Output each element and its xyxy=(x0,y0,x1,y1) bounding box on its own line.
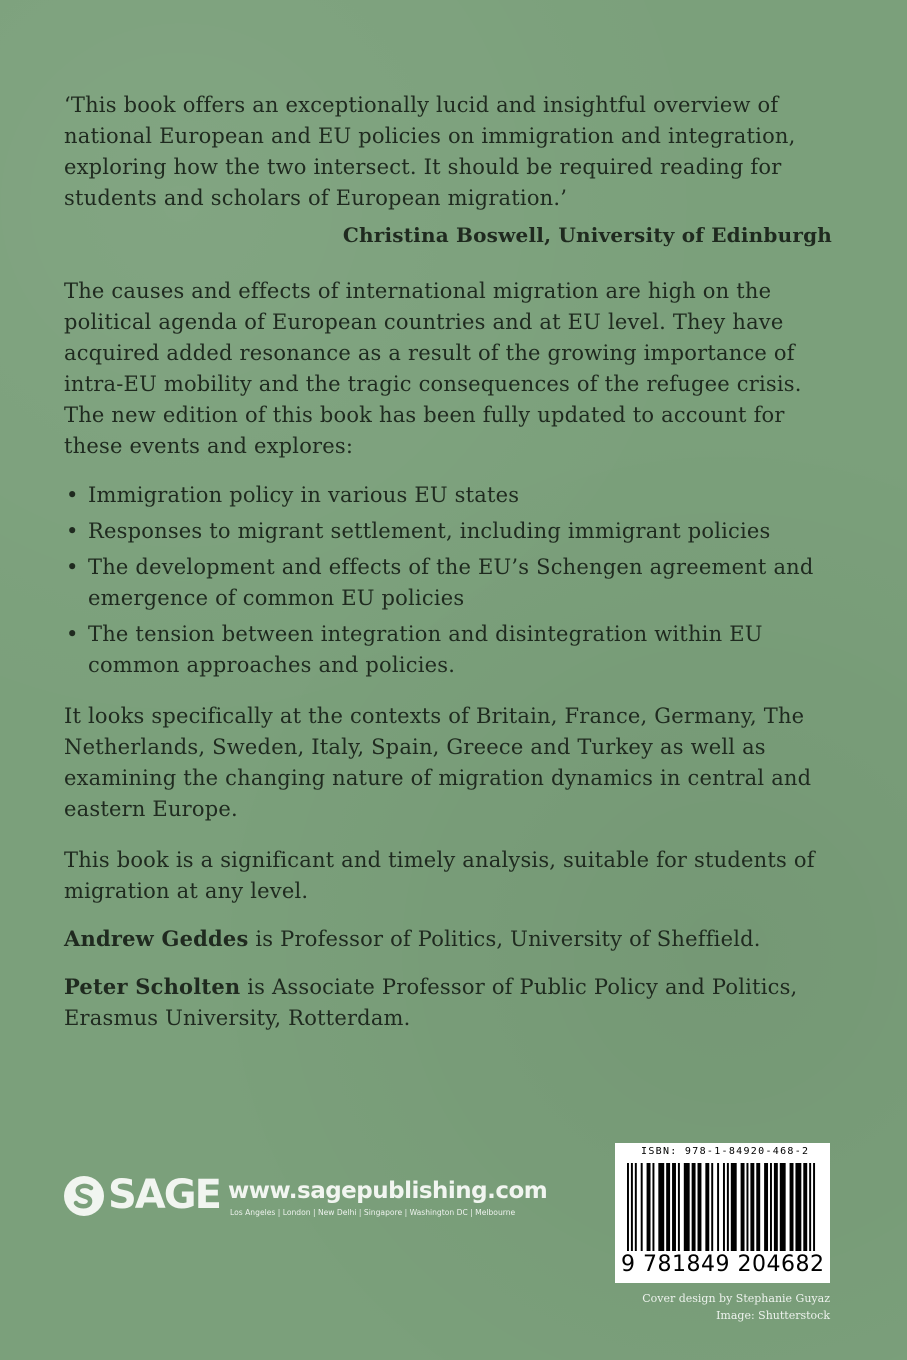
barcode-bar xyxy=(672,1163,676,1251)
author-bio-geddes: Andrew Geddes is Professor of Politics, University of Sheffield. xyxy=(64,926,761,951)
publisher-url[interactable]: www.sagepublishing.com xyxy=(228,1178,548,1204)
cover-credits xyxy=(642,1290,830,1324)
barcode-bar xyxy=(813,1163,815,1251)
bullet-icon: • xyxy=(66,483,79,507)
barcode-bar xyxy=(705,1163,709,1251)
barcode-bar xyxy=(731,1163,737,1251)
topic-list xyxy=(64,480,832,681)
barcode-bar xyxy=(684,1163,690,1251)
barcode-bar xyxy=(741,1163,745,1251)
intro-paragraph: The causes and effects of international migration are high on the political agenda of European countries and at EU level. They have acquired added resonance as a result of the growing importance of intra-EU mobility and the tragic consequences of the refugee crisis. The new edition of this book has been fully updated to account for these events and explores: xyxy=(64,279,802,458)
barcode-bar xyxy=(746,1163,748,1251)
barcode-bar xyxy=(770,1163,772,1251)
contexts-paragraph: It looks specifically at the contexts of Britain, France, Germany, The Netherlands, Sweden, Italy, Spain, Greece and Turkey as well as examining the changing nature of migration dynamics in central and eastern Europe. xyxy=(64,704,812,821)
sage-logo xyxy=(64,1172,548,1222)
barcode-bar xyxy=(666,1163,670,1251)
barcode-bar xyxy=(652,1163,654,1251)
barcode-icon xyxy=(623,1163,823,1253)
barcode-bar xyxy=(803,1163,807,1251)
author-name: Peter Scholten xyxy=(64,974,241,999)
list-item: • Responses to migrant settlement, including immigrant policies xyxy=(64,516,832,547)
barcode-bar xyxy=(723,1163,725,1251)
barcode-bar xyxy=(692,1163,696,1251)
barcode-bar xyxy=(774,1163,778,1251)
list-item: • The tension between integration and disintegration within EU common approaches and policies. xyxy=(64,619,832,681)
barcode-bar xyxy=(756,1163,760,1251)
barcode-bar xyxy=(717,1163,719,1251)
cover-text xyxy=(64,90,832,1034)
bullet-icon: • xyxy=(66,555,79,579)
endorsement-attribution: Christina Boswell, University of Edinburgh xyxy=(342,223,832,247)
list-item: • The development and effects of the EU’s Schengen agreement and emergence of common EU policies xyxy=(64,552,832,614)
author-name: Andrew Geddes xyxy=(64,926,249,951)
barcode-bar xyxy=(641,1163,643,1251)
image-credit: Image: Shutterstock xyxy=(716,1309,830,1322)
barcode-bar xyxy=(647,1163,651,1251)
list-item: • Immigration policy in various EU states xyxy=(64,480,832,511)
barcode-bar xyxy=(711,1163,713,1251)
isbn-label: ISBN: 978-1-84920-468-2 xyxy=(641,1146,810,1157)
barcode-bar xyxy=(678,1163,680,1251)
barcode-bar xyxy=(635,1163,637,1251)
barcode-bar xyxy=(658,1163,664,1251)
barcode-bar xyxy=(627,1163,629,1251)
barcode-bar xyxy=(795,1163,801,1251)
endorsement-quote: ‘This book offers an exceptionally lucid and insightful overview of national European and EU policies on immigration and integration, exploring how the two intersect. It should be required reading for students and scholars of European migration.’ xyxy=(64,93,796,210)
author-bio-scholten: Peter Scholten is Associate Professor of Public Policy and Politics, Erasmus University, Rotterdam. xyxy=(64,974,798,1030)
barcode-bar xyxy=(698,1163,702,1251)
barcode-bar xyxy=(764,1163,768,1251)
publisher-cities: Los Angeles | London | New Delhi | Singapore | Washington DC | Melbourne xyxy=(230,1208,516,1217)
bullet-icon: • xyxy=(66,622,79,646)
cover-design-credit: Cover design by Stephanie Guyaz xyxy=(642,1292,830,1305)
isbn-digits: 9 781849 204682 xyxy=(621,1252,825,1277)
sage-wordmark: SAGE xyxy=(108,1172,220,1218)
barcode-bar xyxy=(780,1163,786,1251)
barcode-bar xyxy=(727,1163,729,1251)
barcode-bar xyxy=(790,1163,794,1251)
barcode-bar xyxy=(750,1163,754,1251)
sage-swirl-icon xyxy=(64,1176,104,1216)
barcode-bar xyxy=(631,1163,633,1251)
bullet-icon: • xyxy=(66,519,79,543)
summary-paragraph: This book is a significant and timely analysis, suitable for students of migration at any level. xyxy=(64,848,815,903)
barcode-bar xyxy=(809,1163,811,1251)
isbn-barcode xyxy=(615,1143,830,1283)
